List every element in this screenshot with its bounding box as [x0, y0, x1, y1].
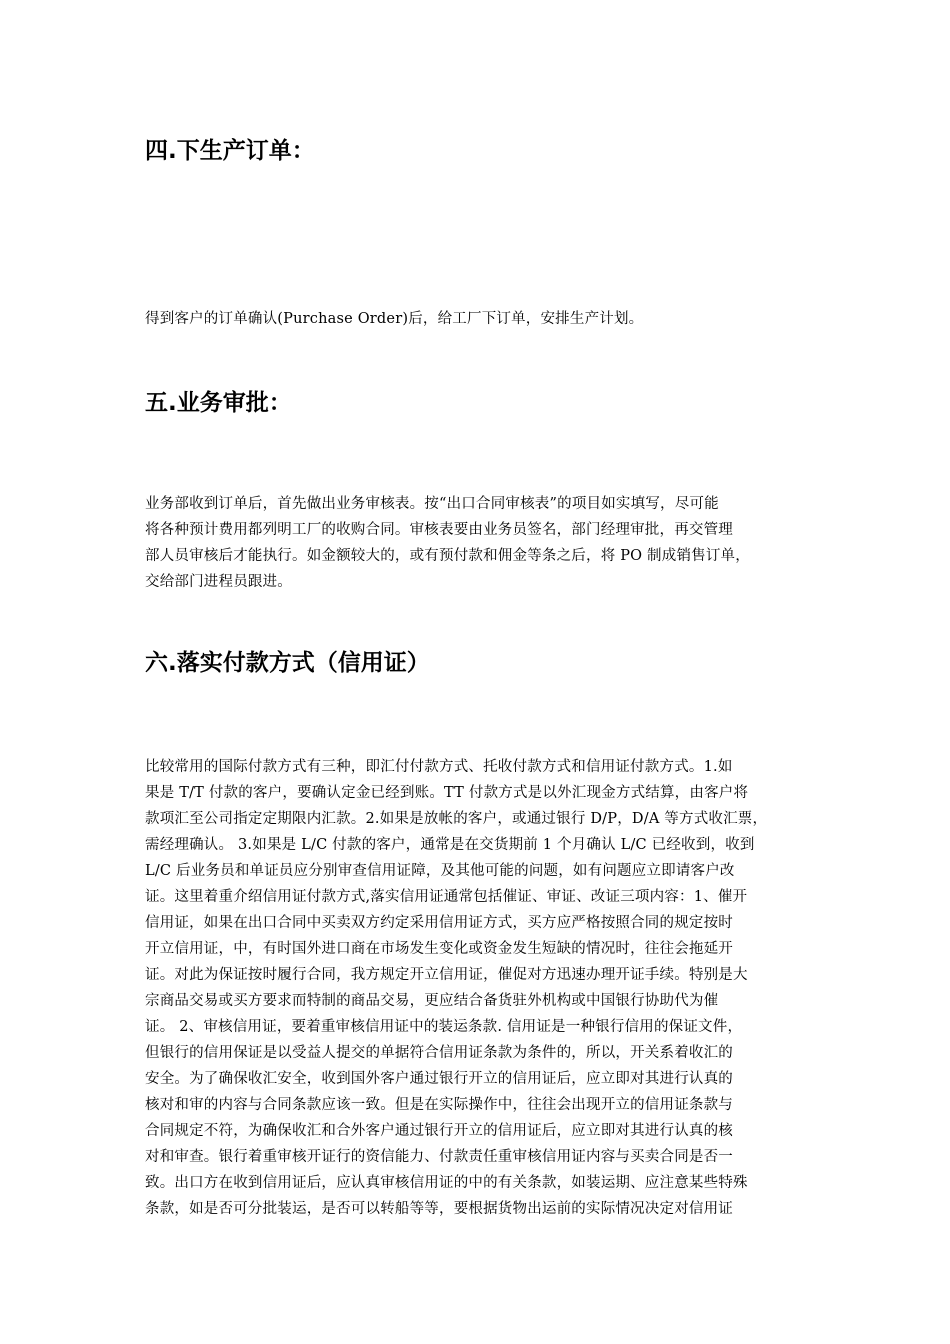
- paragraph-line: 致。出口方在收到信用证后，应认真审核信用证的中的有关条款，如装运期、应注意某些特殊: [145, 1175, 748, 1191]
- paragraph-line: 得到客户的订单确认(Purchase Order)后，给工厂下订单，安排生产计划。: [145, 311, 644, 327]
- paragraph-line: 比较常用的国际付款方式有三种，即汇付付款方式、托收付款方式和信用证付款方式。1.如: [145, 759, 733, 775]
- section-paragraph-payment-method: [145, 754, 825, 1222]
- paragraph-line: L/C 后业务员和单证员应分别审查信用证障，及其他可能的问题，如有问题应立即请客户改: [145, 863, 735, 879]
- paragraph-line: 部人员审核后才能执行。如金额较大的，或有预付款和佣金等条之后，将 PO 制成销售订单，: [145, 548, 750, 564]
- paragraph-line: 交给部门进程员跟进。: [145, 574, 292, 590]
- paragraph-line: 证。 2、审核信用证，要着重审核信用证中的装运条款. 信用证是一种银行信用的保证文件，: [145, 1019, 743, 1035]
- paragraph-line: 开立信用证，中，有时国外进口商在市场发生变化或资金发生短缺的情况时，往往会拖延开: [145, 941, 733, 957]
- section-heading-payment-method: 六.落实付款方式（信用证）: [145, 650, 430, 676]
- paragraph-line: 对和审查。银行着重审核开证行的资信能力、付款责任重审核信用证内容与买卖合同是否一: [145, 1149, 733, 1165]
- paragraph-line: 需经理确认。 3.如果是 L/C 付款的客户，通常是在交货期前 1 个月确认 L/C 已经收到，收到: [145, 837, 755, 853]
- paragraph-line: 但银行的信用保证是以受益人提交的单据符合信用证条款为条件的，所以，开关系着收汇的: [145, 1045, 733, 1061]
- section-paragraph-business-approval: [145, 491, 825, 595]
- paragraph-line: 核对和审的内容与合同条款应该一致。但是在实际操作中，往往会出现开立的信用证条款与: [145, 1097, 733, 1113]
- paragraph-line: 证。对此为保证按时履行合同，我方规定开立信用证，催促对方迅速办理开证手续。特别是大: [145, 967, 748, 983]
- paragraph-line: 款项汇至公司指定定期限内汇款。2.如果是放帐的客户，或通过银行 D/P，D/A 等方式收汇票，: [145, 811, 768, 827]
- paragraph-line: 证。这里着重介绍信用证付款方式,落实信用证通常包括催证、审证、改证三项内容：1、催开: [145, 889, 748, 905]
- section-heading-production-order: 四.下生产订单：: [145, 138, 315, 164]
- section-paragraph-production-order: [145, 306, 825, 332]
- paragraph-line: 业务部收到订单后，首先做出业务审核表。按“出口合同审核表”的项目如实填写，尽可能: [145, 496, 719, 512]
- paragraph-line: 合同规定不符，为确保收汇和合外客户通过银行开立的信用证后，应立即对其进行认真的核: [145, 1123, 733, 1139]
- paragraph-line: 信用证，如果在出口合同中买卖双方约定采用信用证方式，买方应严格按照合同的规定按时: [145, 915, 733, 931]
- paragraph-line: 宗商品交易或买方要求而特制的商品交易，更应结合备货驻外机构或中国银行协助代为催: [145, 993, 719, 1009]
- paragraph-line: 安全。为了确保收汇安全，收到国外客户通过银行开立的信用证后，应立即对其进行认真的: [145, 1071, 733, 1087]
- paragraph-line: 将各种预计费用都列明工厂的收购合同。审核表要由业务员签名，部门经理审批，再交管理: [145, 522, 733, 538]
- paragraph-line: 条款，如是否可分批装运，是否可以转船等等，要根据货物出运前的实际情况决定对信用证: [145, 1201, 733, 1217]
- paragraph-line: 果是 T/T 付款的客户，要确认定金已经到账。TT 付款方式是以外汇现金方式结算，由客户将: [145, 785, 749, 801]
- section-heading-business-approval: 五.业务审批：: [145, 390, 292, 416]
